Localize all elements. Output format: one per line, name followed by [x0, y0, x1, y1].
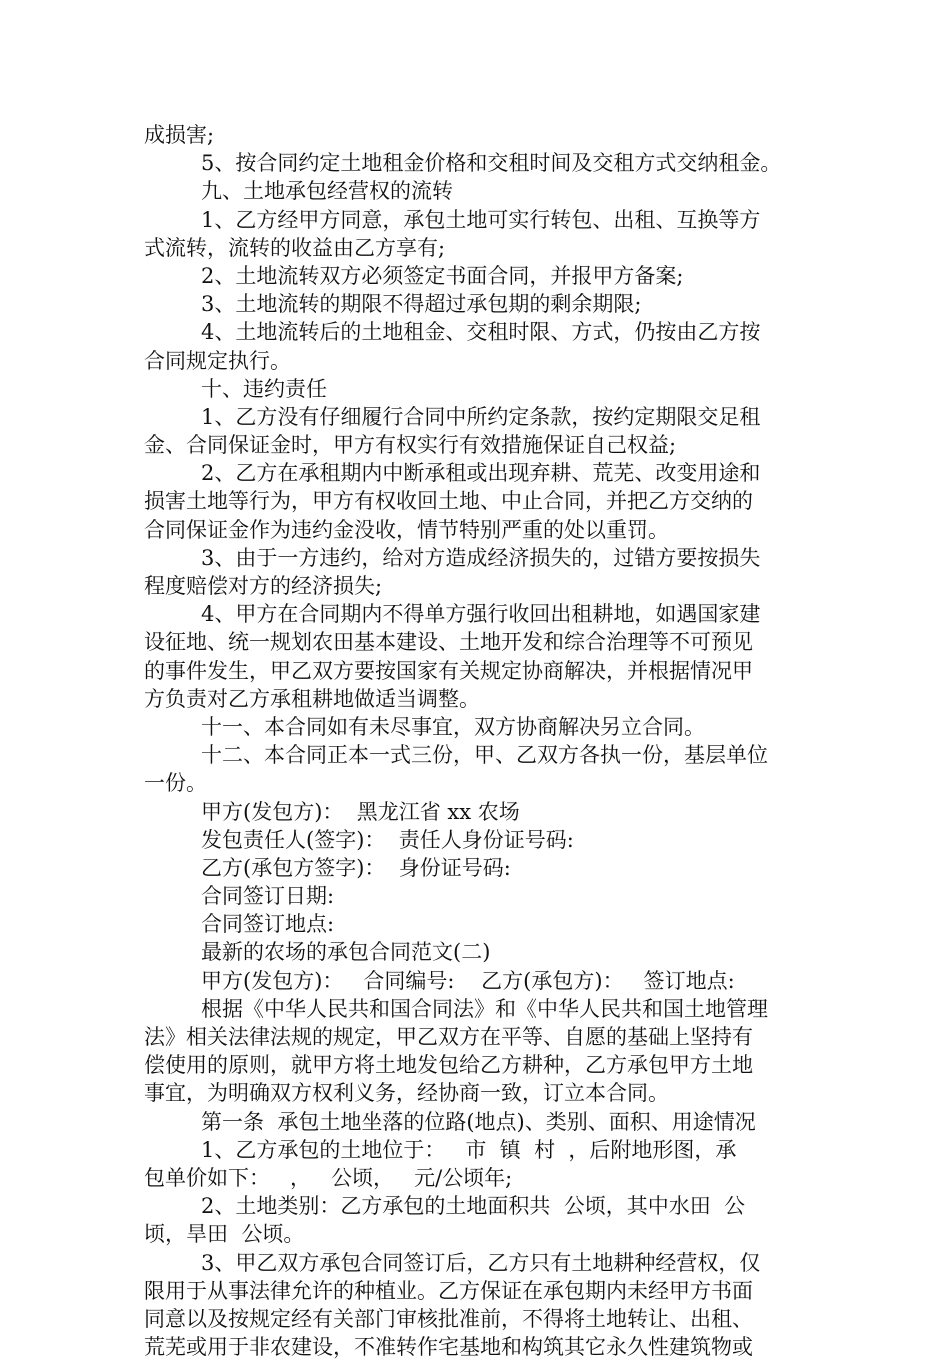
text-line: 乙方(承包方签字)： 身份证号码:: [201, 855, 511, 880]
text-line: 金、合同保证金时，甲方有权实行有效措施保证自己权益;: [144, 433, 677, 458]
text-line: 限用于从事法律允许的种植业。乙方保证在承包期内未经甲方书面: [144, 1278, 753, 1303]
text-line: 设征地、统一规划农田基本建设、土地开发和综合治理等不可预见: [144, 630, 753, 655]
text-line: 成损害;: [144, 123, 215, 147]
text-line: 4、甲方在合同期内不得单方强行收回出租耕地，如遇国家建: [201, 602, 761, 627]
text-line: 合同规定执行。: [144, 348, 291, 373]
text-line: 事宜，为明确双方权利义务，经协商一致，订立本合同。: [144, 1081, 669, 1106]
text-line: 2、土地类别：乙方承包的土地面积共 公顷，其中水田 公: [201, 1194, 746, 1219]
text-line: 合同保证金作为违约金没收，情节特别严重的处以重罚。: [144, 517, 669, 542]
text-line: 同意以及按规定经有关部门审核批准前，不得将土地转让、出租、: [144, 1306, 753, 1331]
text-line: 甲方(发包方)： 黑龙江省 xx 农场: [201, 799, 520, 824]
text-line: 5、按合同约定土地租金价格和交租时间及交租方式交纳租金。: [201, 151, 782, 176]
text-line: 2、乙方在承租期内中断承租或出现弃耕、荒芜、改变用途和: [201, 461, 761, 486]
text-line: 偿使用的原则，就甲方将土地发包给乙方耕种，乙方承包甲方土地: [144, 1053, 753, 1078]
text-line: 九、土地承包经营权的流转: [201, 179, 453, 204]
text-line: 第一条 承包土地坐落的位路(地点)、类别、面积、用途情况: [201, 1109, 756, 1134]
text-line: 4、土地流转后的土地租金、交租时限、方式，仍按由乙方按: [201, 320, 761, 345]
text-line: 1、乙方承包的土地位于： 市 镇 村 ，后附地形图，承: [201, 1137, 737, 1162]
text-line: 3、由于一方违约，给对方造成经济损失的，过错方要按损失: [201, 545, 761, 570]
text-line: 3、甲乙双方承包合同签订后，乙方只有土地耕种经营权，仅: [201, 1250, 761, 1275]
text-line: 法》相关法律法规的规定，甲乙双方在平等、自愿的基础上坚持有: [144, 1025, 753, 1049]
text-line: 最新的农场的承包合同范文(二): [201, 940, 491, 965]
text-line: 式流转，流转的收益由乙方享有;: [144, 235, 446, 260]
text-line: 十、违约责任: [201, 376, 327, 401]
text-line: 荒芜或用于非农建设，不准转作宅基地和构筑其它永久性建筑物或: [144, 1335, 753, 1360]
text-line: 十二、本合同正本一式三份，甲、乙双方各执一份，基层单位: [201, 743, 768, 768]
text-line: 合同签订地点:: [201, 912, 335, 937]
text-line: 合同签订日期:: [201, 884, 335, 909]
contract-body-text: [144, 121, 816, 1361]
text-line: 发包责任人(签字)： 责任人身份证号码:: [201, 827, 574, 852]
text-line: 方负责对乙方承租耕地做适当调整。: [144, 686, 480, 711]
text-line: 1、乙方经甲方同意，承包土地可实行转包、出租、互换等方: [201, 207, 761, 232]
text-line: 十一、本合同如有未尽事宜，双方协商解决另立合同。: [201, 714, 705, 739]
text-line: 甲方(发包方)： 合同编号: 乙方(承包方)： 签订地点:: [201, 968, 735, 993]
text-line: 包单价如下： ， 公顷， 元/公顷年;: [144, 1165, 513, 1190]
text-line: 2、土地流转双方必须签定书面合同，并报甲方备案;: [201, 263, 684, 288]
text-line: 根据《中华人民共和国合同法》和《中华人民共和国土地管理: [201, 996, 768, 1021]
text-line: 一份。: [144, 771, 207, 796]
text-line: 的事件发生，甲乙双方要按国家有关规定协商解决，并根据情况甲: [144, 658, 753, 683]
text-line: 程度赔偿对方的经济损失;: [144, 574, 383, 598]
text-line: 1、乙方没有仔细履行合同中所约定条款，按约定期限交足租: [201, 404, 761, 429]
text-line: 顷，旱田 公顷。: [144, 1222, 305, 1247]
text-line: 3、土地流转的期限不得超过承包期的剩余期限;: [201, 292, 642, 317]
text-line: 损害土地等行为，甲方有权收回土地、中止合同，并把乙方交纳的: [144, 489, 753, 514]
